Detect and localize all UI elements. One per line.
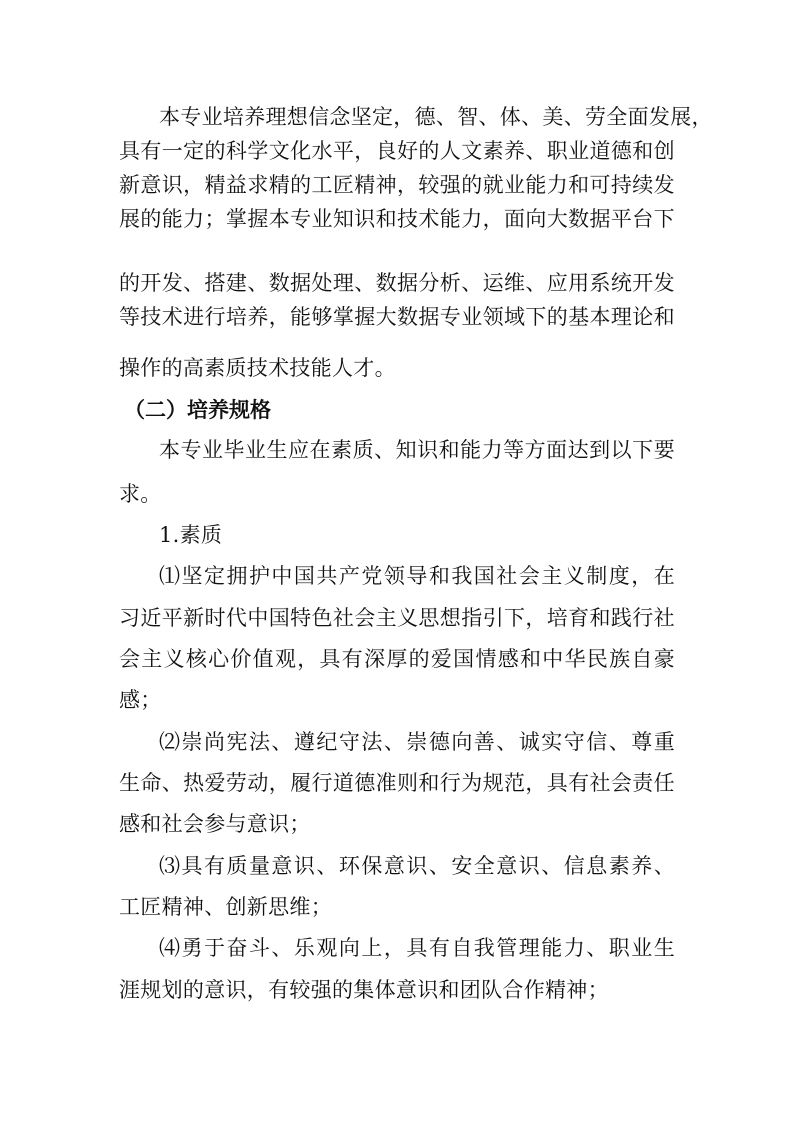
requirement-paragraph-line: 求。 <box>119 482 162 506</box>
intro-paragraph-line: 新意识，精益求精的工匠精神，较强的就业能力和可持续发 <box>119 173 675 197</box>
intro-paragraph-line: 的开发、搭建、数据处理、数据分析、运维、应用系统开发 <box>119 271 675 295</box>
item-2-line: 感和社会参与意识； <box>119 812 311 836</box>
item-1-line: 会主义核心价值观，具有深厚的爱国情感和中华民族自豪 <box>119 647 675 671</box>
subheading-quality: 1.素质 <box>159 523 223 547</box>
item-3-line: 工匠精神、创新思维； <box>119 895 332 919</box>
item-1-line: 感； <box>119 688 162 712</box>
intro-paragraph-line: 展的能力；掌握本专业知识和技术能力，面向大数据平台下 <box>119 207 675 231</box>
item-2-line: 生命、热爱劳动，履行道德准则和行为规范，具有社会责任 <box>119 771 675 795</box>
intro-paragraph-line: 具有一定的科学文化水平，良好的人文素养、职业道德和创 <box>119 139 675 163</box>
intro-paragraph-line: 操作的高素质技术技能人才。 <box>119 356 396 380</box>
item-4-line: 涯规划的意识，有较强的集体意识和团队合作精神； <box>119 978 609 1002</box>
item-3-line: ⑶具有质量意识、环保意识、安全意识、信息素养、 <box>159 854 675 878</box>
item-2-line: ⑵崇尚宪法、遵纪守法、崇德向善、诚实守信、尊重 <box>159 730 675 754</box>
item-4-line: ⑷勇于奋斗、乐观向上，具有自我管理能力、职业生 <box>159 936 675 960</box>
requirement-paragraph-line: 本专业毕业生应在素质、知识和能力等方面达到以下要 <box>159 438 675 462</box>
intro-paragraph-line: 等技术进行培养，能够掌握大数据专业领域下的基本理论和 <box>119 305 675 329</box>
item-1-line: 习近平新时代中国特色社会主义思想指引下，培育和践行社 <box>119 606 675 630</box>
section-heading: （二）培养规格 <box>124 398 271 422</box>
intro-paragraph-line: 本专业培养理想信念坚定，德、智、体、美、劳全面发展， <box>159 105 713 129</box>
item-1-line: ⑴坚定拥护中国共产党领导和我国社会主义制度，在 <box>159 564 675 588</box>
